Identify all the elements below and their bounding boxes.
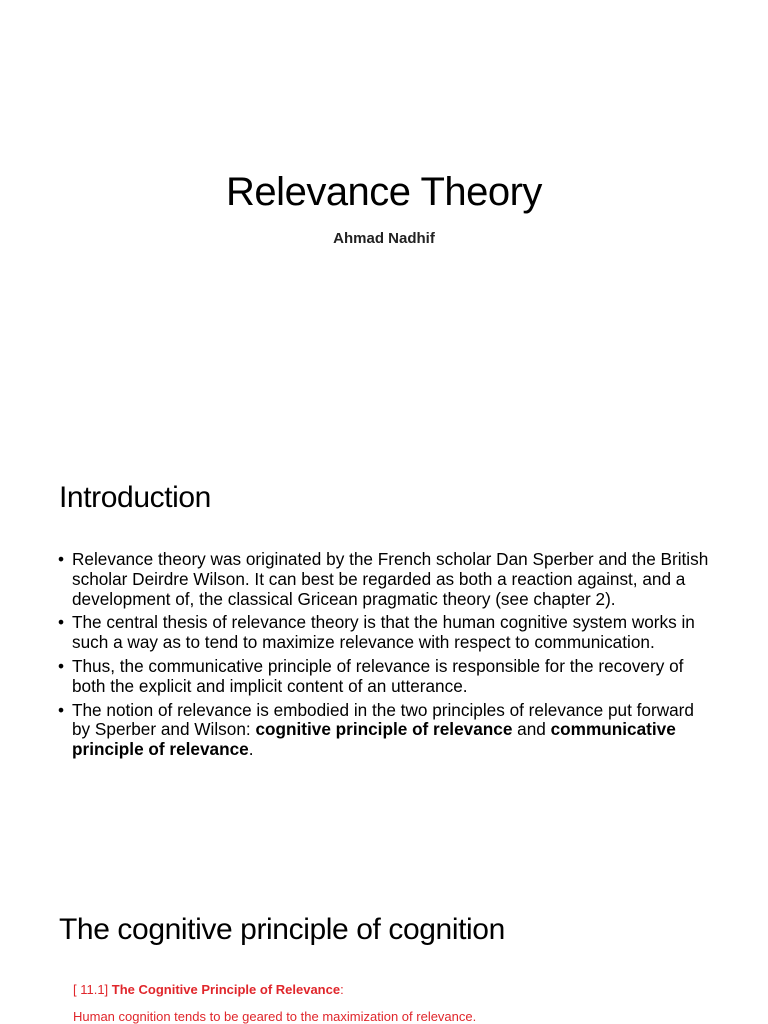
cognitive-principle-heading: The cognitive principle of cognition xyxy=(59,913,505,946)
bullet-text-before: The notion of relevance is embodied in the two principles of relevance put forward by Sperber and Wilson: xyxy=(72,699,694,740)
bullet-text: The central thesis of relevance theory is that the human cognitive system works in such a way as to tend to maximize relevance with respect to communication. xyxy=(72,612,695,653)
bullet-marker: • xyxy=(58,655,65,676)
principle-block xyxy=(73,982,733,1024)
bullet-text-after: . xyxy=(248,739,254,760)
presentation-title: Relevance Theory xyxy=(226,170,542,214)
bold-term-communicative: communicative principle of relevance xyxy=(72,719,676,760)
bullet-item xyxy=(58,701,713,760)
introduction-heading: Introduction xyxy=(59,481,211,514)
principle-colon: : xyxy=(340,982,344,997)
principle-name: The Cognitive Principle of Relevance xyxy=(111,982,341,997)
bullet-item xyxy=(58,550,713,609)
bold-term-cognitive: cognitive principle of relevance xyxy=(255,719,513,740)
principle-number: [ 11.1] xyxy=(73,982,112,997)
bullet-text-middle: and xyxy=(512,719,551,740)
bullet-text: Relevance theory was originated by the French scholar Dan Sperber and the British scholar Deirdre Wilson. It can best be regarded as both a reaction against, and a development of, the classical Gricean pragmatic theory (see chapter 2). xyxy=(72,549,709,609)
principle-title-line xyxy=(73,982,733,997)
bullet-marker: • xyxy=(58,612,65,633)
principle-text: Human cognition tends to be geared to the maximization of relevance. xyxy=(73,1009,477,1024)
bullet-text: Thus, the communicative principle of relevance is responsible for the recovery of both the explicit and implicit content of an utterance. xyxy=(72,655,684,696)
title-slide xyxy=(0,0,768,432)
bullet-marker: • xyxy=(58,549,65,569)
bullet-marker: • xyxy=(58,699,65,720)
bullet-item xyxy=(58,657,713,697)
introduction-slide xyxy=(0,432,768,864)
author-name: Ahmad Nadhif xyxy=(333,230,435,247)
bullet-item xyxy=(58,613,713,653)
introduction-bullet-list xyxy=(58,550,713,764)
bullet-text xyxy=(72,700,694,760)
cognitive-principle-slide xyxy=(0,864,768,1024)
